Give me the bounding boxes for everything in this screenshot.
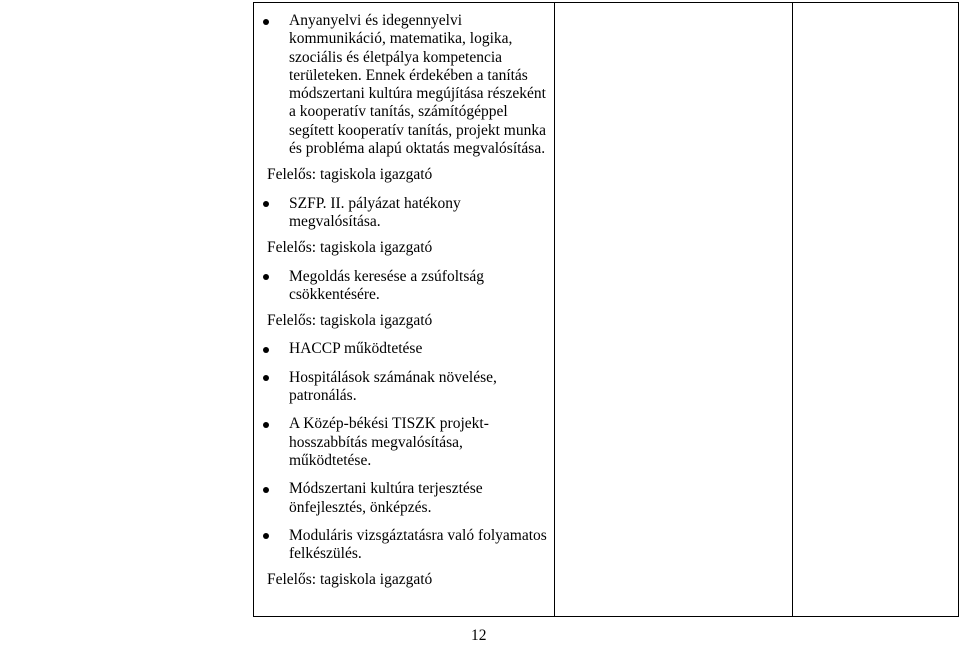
list-item bbox=[258, 415, 548, 470]
list-item-text: A Közép-békési TISZK projekt-hosszabbítás megvalósítása, működtetése. bbox=[289, 415, 489, 469]
list-item bbox=[258, 369, 548, 406]
bullet-icon bbox=[263, 533, 269, 539]
page-number: 12 bbox=[471, 627, 487, 644]
list-item-text: HACCP működtetése bbox=[289, 340, 423, 358]
bullet-icon bbox=[263, 347, 269, 353]
responsible-line: Felelős: tagiskola igazgató bbox=[267, 571, 433, 589]
list-item-text: Módszertani kultúra terjesztése önfejlesztés, önképzés. bbox=[289, 480, 483, 516]
list-item-text: SZFP. II. pályázat hatékony megvalósítása. bbox=[289, 194, 461, 230]
list-item bbox=[258, 527, 548, 564]
list-item-text: Moduláris vizsgáztatásra való folyamatos felkészülés. bbox=[289, 526, 547, 563]
list-item bbox=[258, 12, 548, 158]
list-item bbox=[258, 340, 548, 358]
measures-cell bbox=[258, 12, 548, 590]
table-right-border bbox=[958, 2, 959, 617]
bullet-icon bbox=[263, 422, 269, 428]
list-item-text: Hospitálások számának növelése, patronálás. bbox=[289, 368, 497, 405]
responsible-line: Felelős: tagiskola igazgató bbox=[267, 239, 433, 257]
list-item-text: Megoldás keresése a zsúfoltság csökkentésére. bbox=[289, 267, 484, 303]
bullet-icon bbox=[263, 487, 269, 493]
column-divider-1 bbox=[554, 2, 555, 617]
table-top-border bbox=[253, 2, 959, 3]
list-item bbox=[258, 195, 548, 232]
table-bottom-border bbox=[253, 616, 959, 617]
list-item-text: Anyanyelvi és idegennyelvi kommunikáció, matematika, logika, szociális és életpálya kompetencia területeken. Ennek érdekében a tanítás módszertani kultúra megújítása részeként a kooperatív tanítás, számítógéppel segített kooperatív tanítás, projekt munka és probléma alapú oktatás megvalósítása. bbox=[289, 12, 546, 158]
list-item bbox=[258, 268, 548, 305]
responsible-line: Felelős: tagiskola igazgató bbox=[267, 166, 433, 184]
bullet-icon bbox=[263, 274, 269, 280]
table-left-border bbox=[253, 2, 254, 617]
bullet-icon bbox=[263, 19, 269, 25]
bullet-icon bbox=[263, 201, 269, 207]
responsible-line: Felelős: tagiskola igazgató bbox=[267, 312, 433, 330]
bullet-icon bbox=[263, 375, 269, 381]
column-divider-2 bbox=[792, 2, 793, 617]
list-item bbox=[258, 480, 548, 517]
